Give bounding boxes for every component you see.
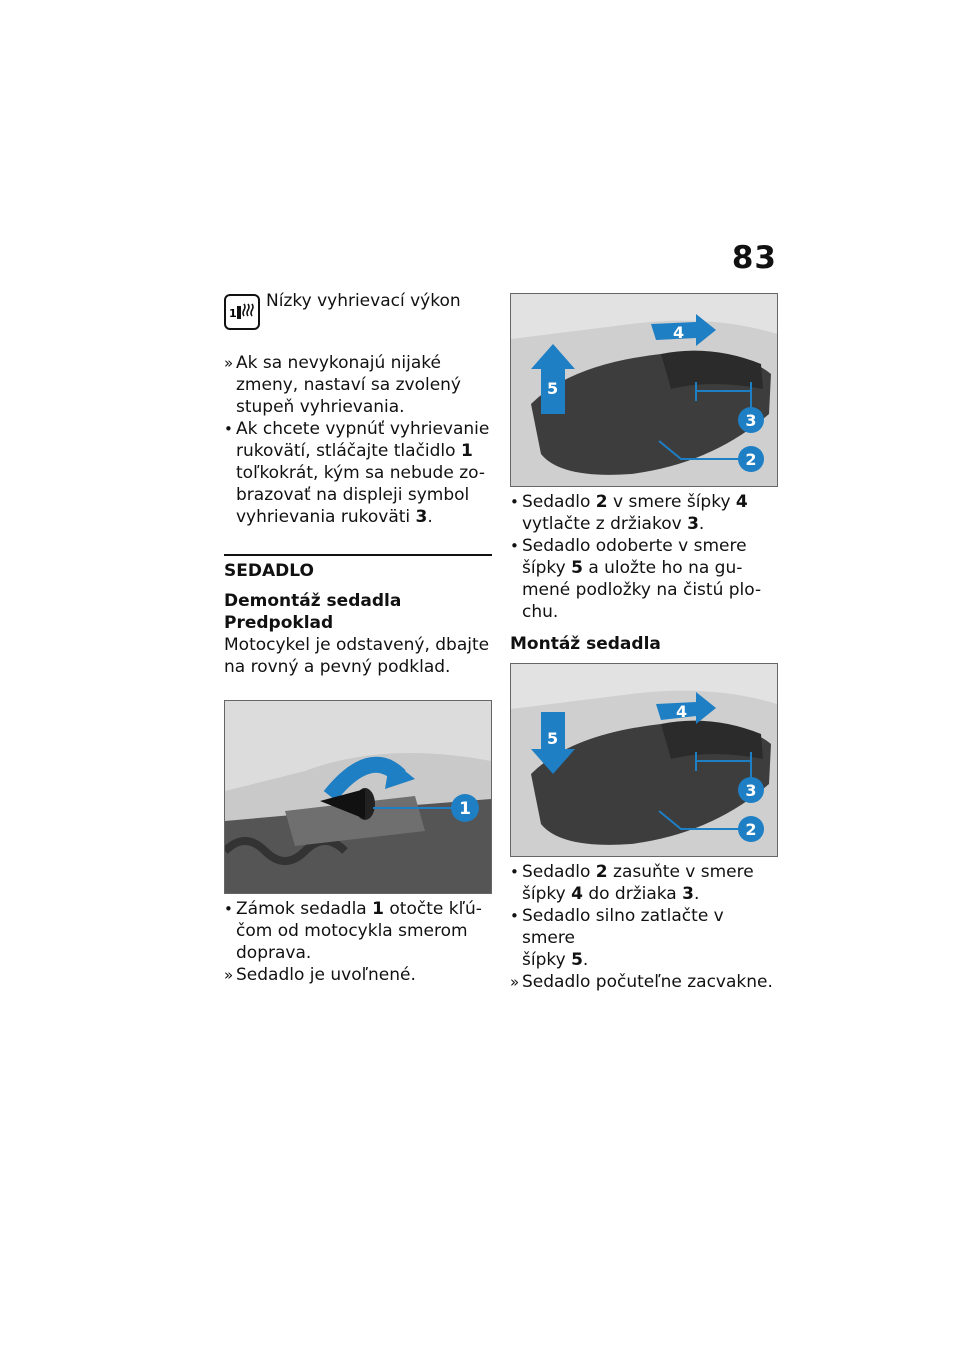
text-line: šípky 5 a uložte ho na gu- xyxy=(522,558,743,578)
list-item xyxy=(224,964,492,986)
list-item xyxy=(224,898,492,964)
seat-lock-photo xyxy=(224,700,492,894)
text-line: Sedadlo počuteľne zacvakne. xyxy=(522,972,773,992)
arrow-label-4: 4 xyxy=(673,323,685,342)
text-line: doprava. xyxy=(236,943,312,963)
prerequisite-text: Motocykel je odstavený, dbajte na rovný a pevný podklad. xyxy=(224,635,490,677)
instruction-list-3 xyxy=(510,491,778,623)
callout-2: 2 xyxy=(745,820,757,839)
right-column xyxy=(510,293,778,993)
text-line: šípky 5. xyxy=(522,950,589,970)
bullet-marker: • xyxy=(510,907,519,925)
list-item xyxy=(224,418,492,528)
bullet-marker: • xyxy=(224,900,233,918)
list-item xyxy=(224,352,492,418)
seat-installation-photo xyxy=(510,663,778,857)
arrow-label-5: 5 xyxy=(547,379,559,398)
arrow-label-5: 5 xyxy=(547,729,559,748)
arrow-label-4: 4 xyxy=(676,702,688,721)
bullet-marker: • xyxy=(224,420,233,438)
list-item xyxy=(510,535,778,623)
text-line: Sedadlo odoberte v smere xyxy=(522,536,747,556)
seat-removal-photo xyxy=(510,293,778,487)
callout-3: 3 xyxy=(745,781,757,800)
text-line: Ak sa nevykonajú nijaké xyxy=(236,353,441,373)
bullet-marker: • xyxy=(510,863,519,881)
text-line: zmeny, nastaví sa zvolený xyxy=(236,375,461,395)
result-marker: » xyxy=(224,354,234,372)
list-item xyxy=(510,971,778,993)
result-marker: » xyxy=(224,966,234,984)
text-line: vyhrievania rukoväti 3. xyxy=(236,507,433,527)
text-line: brazovať na displeji symbol xyxy=(236,485,470,505)
callout-1: 1 xyxy=(459,799,471,819)
section-title: SEDADLO xyxy=(224,561,314,581)
text-line: vytlačte z držiakov 3. xyxy=(522,514,705,534)
heating-level-row xyxy=(224,290,492,330)
section-divider xyxy=(224,554,492,678)
instruction-list-1 xyxy=(224,352,492,528)
subheading-prerequisite: Predpoklad xyxy=(224,613,334,633)
heating-level-label: Nízky vyhrievací výkon xyxy=(266,291,461,311)
instruction-list-2 xyxy=(224,898,492,986)
text-line: Sedadlo 2 zasuňte v smere xyxy=(522,862,754,882)
text-line: stupeň vyhrievania. xyxy=(236,397,405,417)
text-line: rukovätí, stláčajte tlačidlo 1 xyxy=(236,441,473,461)
callout-3: 3 xyxy=(745,411,757,430)
text-line: chu. xyxy=(522,602,559,622)
text-line: Sedadlo silno zatlačte v smere xyxy=(522,906,724,948)
left-column xyxy=(224,290,492,986)
text-line: Sedadlo 2 v smere šípky 4 xyxy=(522,492,748,512)
subheading-removal: Demontáž sedadla xyxy=(224,591,402,611)
text-line: toľkokrát, kým sa nebude zo- xyxy=(236,463,485,483)
text-line: šípky 4 do držiaka 3. xyxy=(522,884,700,904)
list-item xyxy=(510,905,778,971)
text-line: čom od motocykla smerom xyxy=(236,921,468,941)
bullet-marker: • xyxy=(510,537,519,555)
svg-text:1: 1 xyxy=(229,307,237,320)
grip-heating-level-1-icon xyxy=(224,294,260,330)
text-line: Ak chcete vypnúť vyhrievanie xyxy=(236,419,490,439)
callout-2: 2 xyxy=(745,450,757,469)
list-item xyxy=(510,861,778,905)
text-line: Zámok sedadla 1 otočte kľú- xyxy=(236,899,482,919)
page-number: 83 xyxy=(731,240,777,276)
instruction-list-4 xyxy=(510,861,778,993)
text-line: Sedadlo je uvoľnené. xyxy=(236,965,416,985)
subheading-installation: Montáž sedadla xyxy=(510,634,661,654)
bullet-marker: • xyxy=(510,493,519,511)
result-marker: » xyxy=(510,973,520,991)
text-line: mené podložky na čistú plo- xyxy=(522,580,762,600)
list-item xyxy=(510,491,778,535)
